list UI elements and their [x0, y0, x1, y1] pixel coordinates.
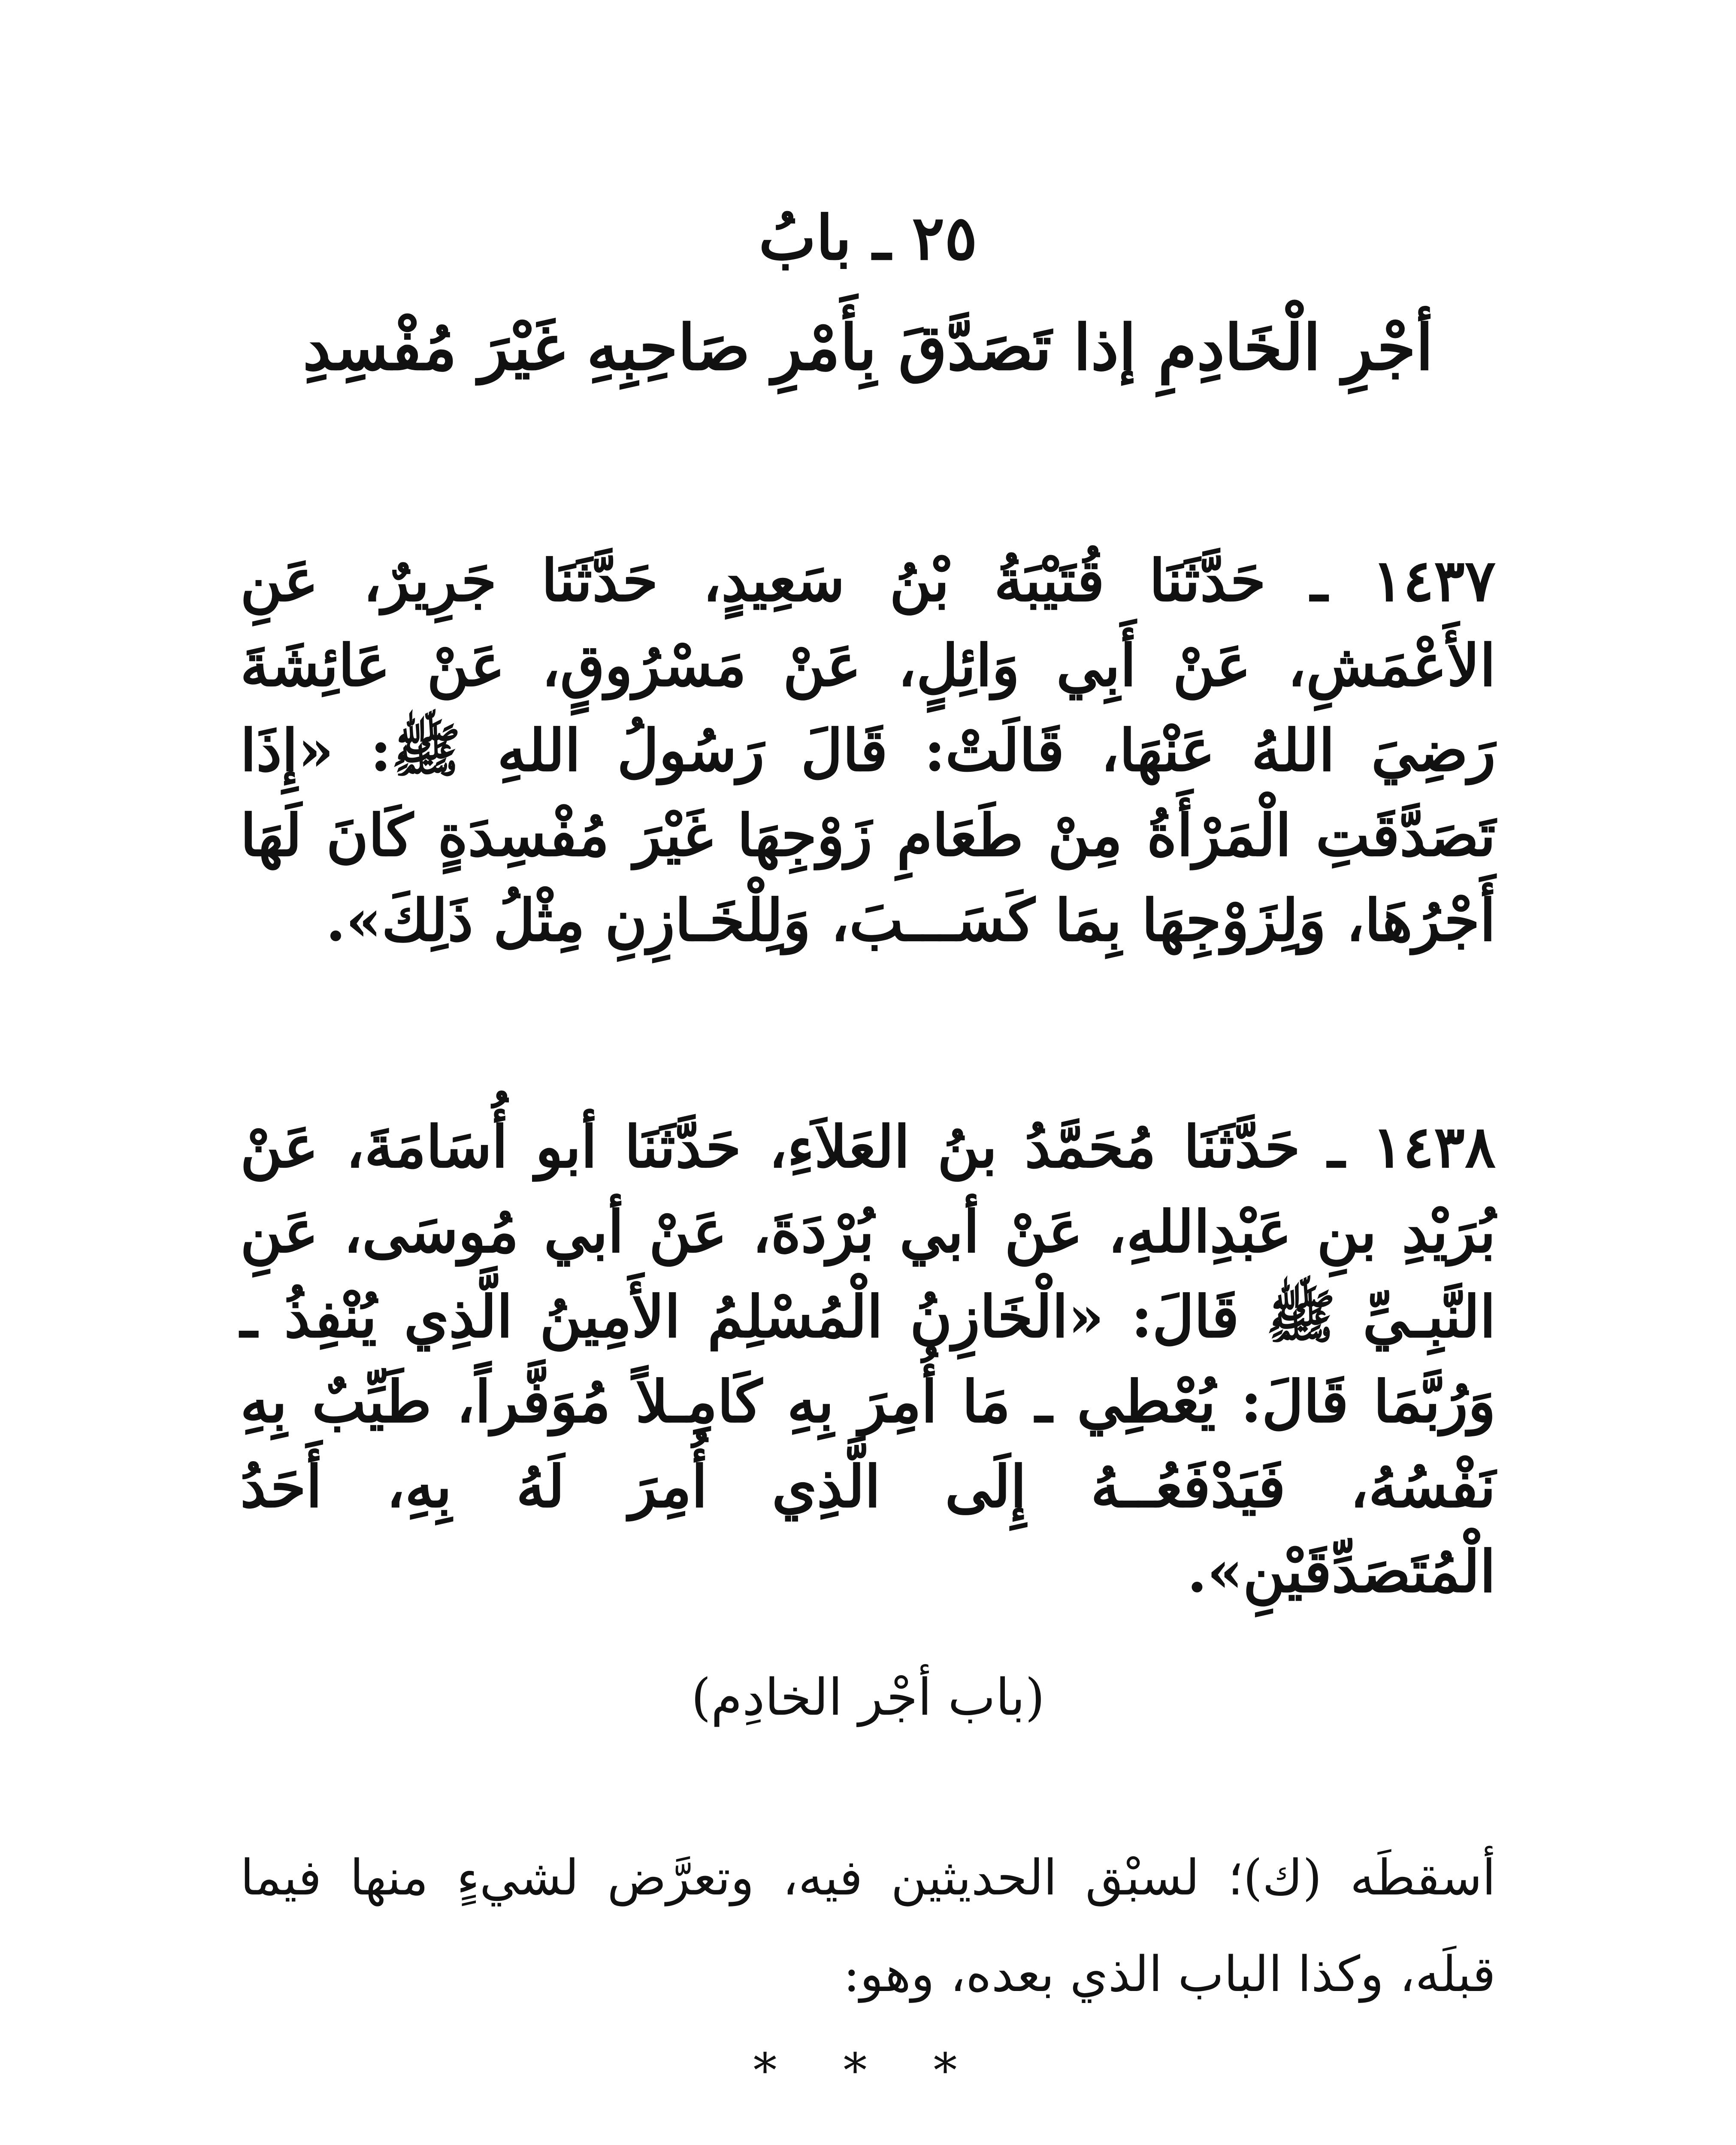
note-heading: (باب أجْر الخادِم) [691, 1668, 1045, 1727]
hadith-1437: ١٤٣٧ ـ حَدَّثَنَا قُتَيْبَةُ بْنُ سَعِيدٍ، حَدَّثَنَا جَرِيرٌ، عَنِ الأَعْمَشِ، عَنْ أَبِي وَائِلٍ، عَنْ مَسْرُوقٍ، عَنْ عَائِشَةَ رَضِيَ اللهُ عَنْهَا، قَالَتْ: قَالَ رَسُولُ اللهِ ﷺ: «إِذَا تَصَدَّقَتِ الْمَرْأَةُ مِنْ طَعَامِ زَوْجِهَا غَيْرَ مُفْسِدَةٍ كَانَ لَهَا أَجْرُهَا، وَلِزَوْجِهَا بِمَا كَسَـــبَ، وَلِلْخَـازِنِ مِثْلُ ذَلِكَ». [240, 547, 1496, 954]
chapter-title: أجْرِ الْخَادِمِ إذا تَصَدَّقَ بِأَمْرِ صَاحِبِهِ غَيْرَ مُفْسِدِ [302, 311, 1434, 384]
note-text: أسقطَه (ك)؛ لسبْق الحديثين فيه، وتعرَّض لشيءٍ منها فيما قبلَه، وكذا الباب الذي بعده، وهو: [240, 1849, 1496, 2003]
chapter-number: ٢٥ ـ بابُ [759, 202, 977, 274]
hadith-1438: ١٤٣٨ ـ حَدَّثَنَا مُحَمَّدُ بنُ العَلاَءِ، حَدَّثَنَا أبو أُسَامَةَ، عَنْ بُرَيْدِ بنِ عَبْدِاللهِ، عَنْ أبي بُرْدَةَ، عَنْ أبي مُوسَى، عَنِ النَّبِـيِّ ﷺ قَالَ: «الْخَازِنُ الْمُسْلِمُ الأَمِينُ الَّذِي يُنْفِذُ ـ وَرُبَّمَا قَالَ: يُعْطِي ـ مَا أُمِرَ بِهِ كَامِـلاً مُوَفَّراً، طَيِّبٌ بِهِ نَفْسُهُ، فَيَدْفَعُــهُ إِلَى الَّذِي أُمِرَ لَهُ بِهِ، أَحَدُ الْمُتَصَدِّقَيْنِ». [240, 1113, 1496, 1605]
section-separator: * * * [753, 2043, 983, 2098]
